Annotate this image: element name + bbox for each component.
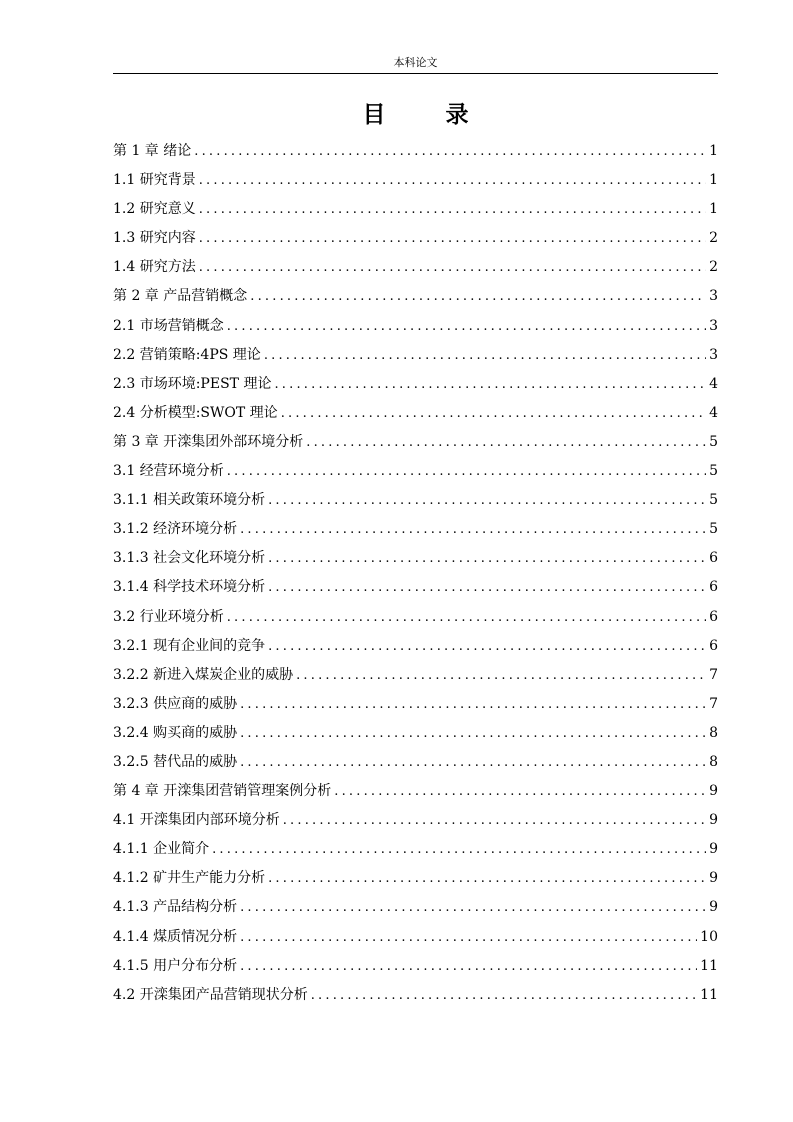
toc-dot-leader (268, 864, 706, 893)
toc-entry[interactable] (113, 835, 718, 864)
toc-dot-leader (268, 486, 706, 515)
toc-page-number: 2 (709, 259, 718, 276)
toc-page-number: 8 (709, 753, 718, 770)
toc-dot-leader (281, 399, 706, 428)
toc-dot-leader (274, 370, 706, 399)
toc-page-number: 3 (709, 288, 718, 305)
toc-entry-label: 4.1.1 企业简介 (113, 841, 210, 858)
toc-dot-leader (268, 544, 706, 573)
toc-entry-label: 4.1.2 矿井生产能力分析 (113, 870, 266, 887)
toc-page-number: 5 (709, 521, 718, 538)
toc-entry[interactable] (113, 864, 718, 893)
toc-entry[interactable] (113, 748, 718, 777)
toc-entry-label: 2.4 分析模型:SWOT 理论 (113, 404, 278, 421)
toc-dot-leader (212, 835, 706, 864)
toc-entry-label: 3.1.2 经济环境分析 (113, 521, 238, 538)
toc-page-number: 5 (709, 492, 718, 509)
toc-dot-leader (268, 573, 706, 602)
page-header: 本科论文 (393, 56, 438, 69)
toc-page-number: 11 (700, 957, 718, 974)
toc-page-number: 9 (709, 841, 718, 858)
toc-page-number: 6 (709, 550, 718, 567)
toc-entry[interactable] (113, 981, 718, 1010)
toc-entry-label: 4.1 开滦集团内部环境分析 (113, 812, 280, 829)
toc-entry-label: 1.3 研究内容 (113, 230, 196, 247)
toc-entry-label: 2.3 市场环境:PEST 理论 (113, 375, 272, 392)
toc-entry-label: 3.2.2 新进入煤炭企业的威胁 (113, 666, 294, 683)
toc-page-number: 9 (709, 812, 718, 829)
toc-dot-leader (199, 195, 706, 224)
toc-page-number: 5 (709, 433, 718, 450)
toc-page-number: 3 (709, 317, 718, 334)
toc-dot-leader (334, 777, 706, 806)
toc-title: 目 录 (362, 102, 495, 128)
toc-page-number: 8 (709, 724, 718, 741)
toc-entry[interactable] (113, 719, 718, 748)
toc-entry[interactable] (113, 515, 718, 544)
toc-dot-leader (199, 224, 706, 253)
toc-page-number: 6 (709, 579, 718, 596)
toc-entry[interactable] (113, 224, 718, 253)
table-of-contents (113, 137, 718, 1010)
toc-page-number: 11 (700, 986, 718, 1003)
toc-entry[interactable] (113, 690, 718, 719)
toc-entry-label: 3.1.3 社会文化环境分析 (113, 550, 266, 567)
toc-entry-label: 第 1 章 绪论 (113, 143, 192, 159)
toc-entry[interactable] (113, 661, 718, 690)
toc-page-number: 10 (700, 928, 718, 945)
toc-entry[interactable] (113, 341, 718, 370)
toc-dot-leader (268, 632, 706, 661)
toc-entry-label: 第 2 章 产品营销概念 (113, 288, 248, 305)
toc-dot-leader (199, 253, 706, 282)
toc-dot-leader (227, 312, 706, 341)
toc-dot-leader (240, 719, 706, 748)
toc-entry-label: 1.2 研究意义 (113, 201, 196, 218)
toc-entry-label: 第 3 章 开滦集团外部环境分析 (113, 433, 304, 450)
toc-entry[interactable] (113, 632, 718, 661)
toc-page-number: 6 (709, 637, 718, 654)
toc-dot-leader (240, 923, 697, 952)
toc-entry-label: 3.1.4 科学技术环境分析 (113, 579, 266, 596)
toc-entry-label: 1.1 研究背景 (113, 172, 196, 189)
toc-entry[interactable] (113, 923, 718, 952)
toc-dot-leader (199, 166, 706, 195)
toc-entry-label: 4.2 开滦集团产品营销现状分析 (113, 986, 308, 1003)
toc-entry[interactable] (113, 195, 718, 224)
toc-dot-leader (227, 457, 706, 486)
toc-entry[interactable] (113, 166, 718, 195)
toc-entry-label: 2.1 市场营销概念 (113, 317, 224, 334)
toc-page-number: 1 (709, 172, 718, 189)
toc-page-number: 1 (709, 201, 718, 218)
toc-entry[interactable] (113, 806, 718, 835)
toc-entry[interactable] (113, 428, 718, 457)
toc-entry-label: 3.2 行业环境分析 (113, 608, 224, 625)
toc-dot-leader (240, 515, 706, 544)
toc-entry[interactable] (113, 544, 718, 573)
toc-dot-leader (306, 428, 706, 457)
toc-entry-label: 1.4 研究方法 (113, 259, 196, 276)
toc-entry[interactable] (113, 893, 718, 922)
toc-dot-leader (250, 282, 706, 311)
toc-entry-label: 3.2.3 供应商的威胁 (113, 695, 238, 712)
toc-entry[interactable] (113, 952, 718, 981)
toc-entry[interactable] (113, 399, 718, 428)
toc-entry-label: 4.1.3 产品结构分析 (113, 899, 238, 916)
toc-entry[interactable] (113, 486, 718, 515)
toc-page-number: 9 (709, 783, 718, 800)
toc-entry-label: 第 4 章 开滦集团营销管理案例分析 (113, 783, 332, 800)
toc-dot-leader (311, 981, 697, 1010)
toc-dot-leader (240, 748, 706, 777)
toc-entry[interactable] (113, 777, 718, 806)
toc-page-number: 1 (709, 143, 718, 159)
toc-page-number: 9 (709, 899, 718, 916)
toc-page-number: 6 (709, 608, 718, 625)
toc-entry-label: 3.1.1 相关政策环境分析 (113, 492, 266, 509)
toc-entry[interactable] (113, 457, 718, 486)
toc-dot-leader (264, 341, 706, 370)
toc-entry-label: 3.2.4 购买商的威胁 (113, 724, 238, 741)
toc-entry[interactable] (113, 253, 718, 282)
header-divider (113, 73, 718, 74)
toc-dot-leader (240, 952, 697, 981)
toc-entry-label: 3.2.5 替代品的威胁 (113, 753, 238, 770)
toc-entry-label: 3.2.1 现有企业间的竞争 (113, 637, 266, 654)
toc-page-number: 9 (709, 870, 718, 887)
toc-dot-leader (283, 806, 706, 835)
toc-entry-label: 3.1 经营环境分析 (113, 463, 224, 480)
toc-page-number: 4 (709, 404, 718, 421)
toc-entry-label: 4.1.4 煤质情况分析 (113, 928, 238, 945)
toc-entry[interactable] (113, 282, 718, 311)
toc-entry[interactable] (113, 312, 718, 341)
toc-dot-leader (240, 893, 706, 922)
toc-page-number: 2 (709, 230, 718, 247)
toc-dot-leader (296, 661, 706, 690)
toc-page-number: 3 (709, 346, 718, 363)
toc-page-number: 4 (709, 375, 718, 392)
toc-entry[interactable] (113, 370, 718, 399)
toc-page-number: 5 (709, 463, 718, 480)
toc-entry-label: 2.2 营销策略:4PS 理论 (113, 346, 261, 363)
toc-page-number: 7 (709, 666, 718, 683)
toc-entry[interactable] (113, 573, 718, 602)
toc-entry[interactable] (113, 603, 718, 632)
toc-dot-leader (194, 137, 706, 166)
toc-dot-leader (240, 690, 706, 719)
toc-entry[interactable] (113, 137, 718, 166)
toc-page-number: 7 (709, 695, 718, 712)
toc-entry-label: 4.1.5 用户分布分析 (113, 957, 238, 974)
toc-dot-leader (227, 603, 706, 632)
